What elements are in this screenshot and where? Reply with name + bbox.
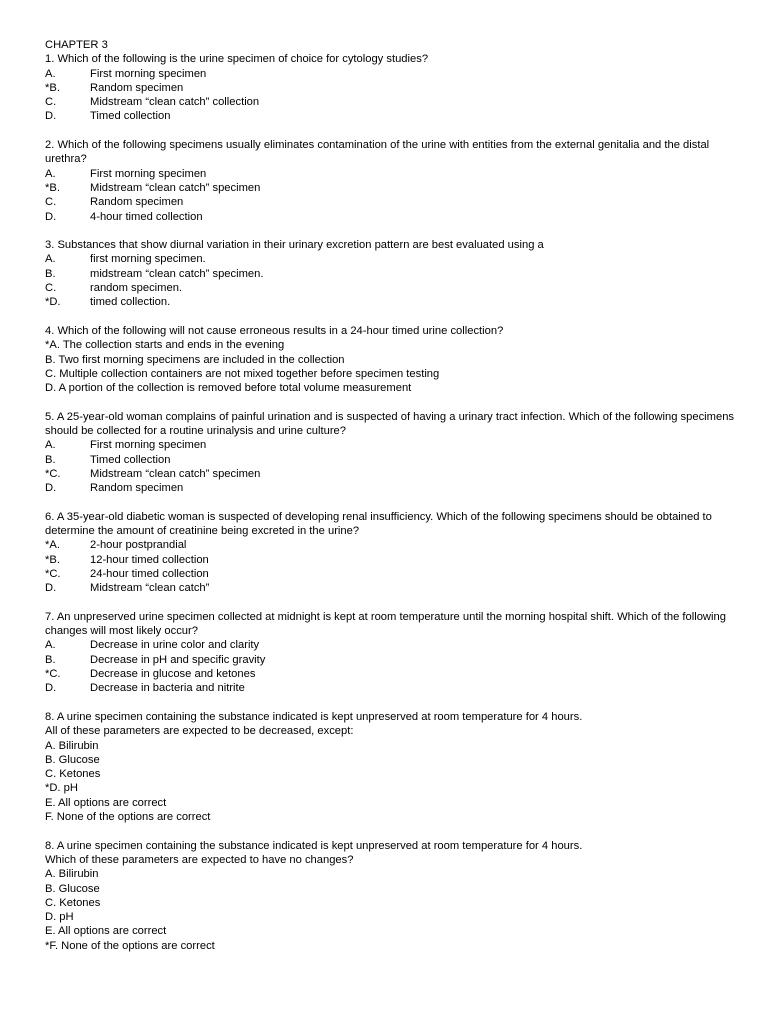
option-text: Random specimen — [90, 196, 184, 209]
option-letter: D. — [45, 682, 57, 695]
option-letter: A. — [45, 167, 56, 180]
option-text: Midstream “clean catch” specimen — [90, 467, 261, 480]
option-letter: *C. — [45, 467, 61, 480]
answer-option — [45, 295, 735, 309]
answer-option: E. All options are correct — [45, 925, 167, 938]
answer-option — [45, 167, 735, 181]
question-stem: 7. An unpreserved urine specimen collected at midnight is kept at room temperature until the morning hospital shift. Which of the following changes will most likely occur? — [45, 610, 726, 638]
answer-option: *D. pH — [45, 782, 78, 795]
answer-option: C. Ketones — [45, 768, 101, 781]
option-text: first morning specimen. — [90, 253, 206, 266]
option-letter: *A. — [45, 539, 60, 552]
document-page — [45, 38, 735, 967]
answer-option — [45, 438, 735, 452]
option-letter: D. — [45, 110, 57, 123]
question-stem: All of these parameters are expected to be decreased, except: — [45, 725, 354, 738]
answer-option — [45, 638, 735, 652]
question-stem: 3. Substances that show diurnal variation in their urinary excretion pattern are best evaluated using a — [45, 239, 544, 252]
answer-option — [45, 667, 735, 681]
answer-option: A. Bilirubin — [45, 739, 99, 752]
option-letter: B. — [45, 453, 56, 466]
question-8a — [45, 710, 735, 824]
answer-option: E. All options are correct — [45, 796, 167, 809]
option-letter: D. — [45, 482, 57, 495]
question-3 — [45, 238, 735, 309]
answer-option: F. None of the options are correct — [45, 811, 211, 824]
option-text: timed collection. — [90, 296, 171, 309]
option-text: Timed collection — [90, 110, 171, 123]
option-letter: *B. — [45, 81, 60, 94]
answer-option — [45, 181, 735, 195]
question-stem: 8. A urine specimen containing the substance indicated is kept unpreserved at room temperature for 4 hours. — [45, 839, 583, 852]
question-5 — [45, 410, 735, 496]
question-2 — [45, 138, 735, 224]
option-text: 24-hour timed collection — [90, 567, 209, 580]
answer-option — [45, 538, 735, 552]
option-letter: D. — [45, 210, 57, 223]
option-text: First morning specimen — [90, 439, 207, 452]
answer-option — [45, 653, 735, 667]
answer-option — [45, 252, 735, 266]
answer-option: *F. None of the options are correct — [45, 939, 215, 952]
option-letter: A. — [45, 67, 56, 80]
option-text: Midstream “clean catch” specimen — [90, 181, 261, 194]
answer-option: *A. The collection starts and ends in the evening — [45, 339, 285, 352]
option-text: midstream “clean catch” specimen. — [90, 267, 264, 280]
option-text: Timed collection — [90, 453, 171, 466]
option-letter: C. — [45, 196, 57, 209]
answer-option — [45, 553, 735, 567]
answer-option — [45, 281, 735, 295]
answer-option: B. Glucose — [45, 882, 100, 895]
answer-option: B. Two first morning specimens are included in the collection — [45, 353, 345, 366]
question-stem: Which of these parameters are expected to have no changes? — [45, 853, 354, 866]
option-letter: A. — [45, 439, 56, 452]
option-letter: *C. — [45, 668, 61, 681]
answer-option: B. Glucose — [45, 753, 100, 766]
option-text: Decrease in glucose and ketones — [90, 668, 256, 681]
answer-option — [45, 95, 735, 109]
answer-option — [45, 195, 735, 209]
answer-option — [45, 467, 735, 481]
question-6 — [45, 510, 735, 596]
option-text: Random specimen — [90, 482, 184, 495]
option-letter: C. — [45, 282, 57, 295]
option-letter: B. — [45, 653, 56, 666]
answer-option — [45, 67, 735, 81]
option-letter: A. — [45, 639, 56, 652]
option-letter: C. — [45, 96, 57, 109]
option-text: random specimen. — [90, 282, 183, 295]
option-text: 12-hour timed collection — [90, 553, 209, 566]
option-text: 4-hour timed collection — [90, 210, 203, 223]
question-8b — [45, 839, 735, 953]
answer-option: C. Ketones — [45, 896, 101, 909]
option-letter: D. — [45, 582, 57, 595]
answer-option — [45, 453, 735, 467]
answer-option — [45, 567, 735, 581]
chapter-heading: CHAPTER 3 — [45, 39, 108, 51]
question-stem: 8. A urine specimen containing the substance indicated is kept unpreserved at room temperature for 4 hours. — [45, 710, 583, 723]
answer-option — [45, 481, 735, 495]
option-text: First morning specimen — [90, 67, 207, 80]
answer-option — [45, 681, 735, 695]
option-text: Decrease in urine color and clarity — [90, 639, 260, 652]
question-7 — [45, 610, 735, 696]
answer-option: A. Bilirubin — [45, 868, 99, 881]
question-stem: 2. Which of the following specimens usually eliminates contamination of the urine with entities from the external genitalia and the distal urethra? — [45, 139, 710, 166]
option-letter: *B. — [45, 553, 60, 566]
option-text: Midstream “clean catch” — [90, 582, 210, 595]
question-stem: 1. Which of the following is the urine specimen of choice for cytology studies? — [45, 53, 429, 66]
option-text: 2-hour postprandial — [90, 539, 187, 552]
option-letter: B. — [45, 267, 56, 280]
option-text: Midstream “clean catch” collection — [90, 96, 260, 109]
answer-option: C. Multiple collection containers are not mixed together before specimen testing — [45, 367, 440, 380]
answer-option — [45, 210, 735, 224]
question-stem: 4. Which of the following will not cause erroneous results in a 24-hour timed urine collection? — [45, 324, 504, 337]
question-1 — [45, 52, 735, 123]
option-letter: *D. — [45, 296, 61, 309]
answer-option — [45, 267, 735, 281]
option-letter: A. — [45, 253, 56, 266]
option-text: Decrease in pH and specific gravity — [90, 653, 266, 666]
question-stem: 5. A 25-year-old woman complains of painful urination and is suspected of having a urinary tract infection. Which of the following specimens should be collected for a routine urinalysis and urine culture? — [45, 410, 735, 438]
question-4 — [45, 324, 735, 395]
option-letter: *C. — [45, 567, 61, 580]
answer-option — [45, 81, 735, 95]
answer-option: D. pH — [45, 911, 74, 924]
answer-option — [45, 581, 735, 595]
option-text: Decrease in bacteria and nitrite — [90, 682, 245, 695]
option-letter: *B. — [45, 181, 60, 194]
answer-option — [45, 109, 735, 123]
answer-option: D. A portion of the collection is removed before total volume measurement — [45, 382, 412, 395]
question-stem: 6. A 35-year-old diabetic woman is suspected of developing renal insufficiency. Which of the following specimens should be obtained to determine the amount of creatinine being excreted in the urine? — [45, 510, 712, 538]
option-text: First morning specimen — [90, 167, 207, 180]
option-text: Random specimen — [90, 81, 184, 94]
